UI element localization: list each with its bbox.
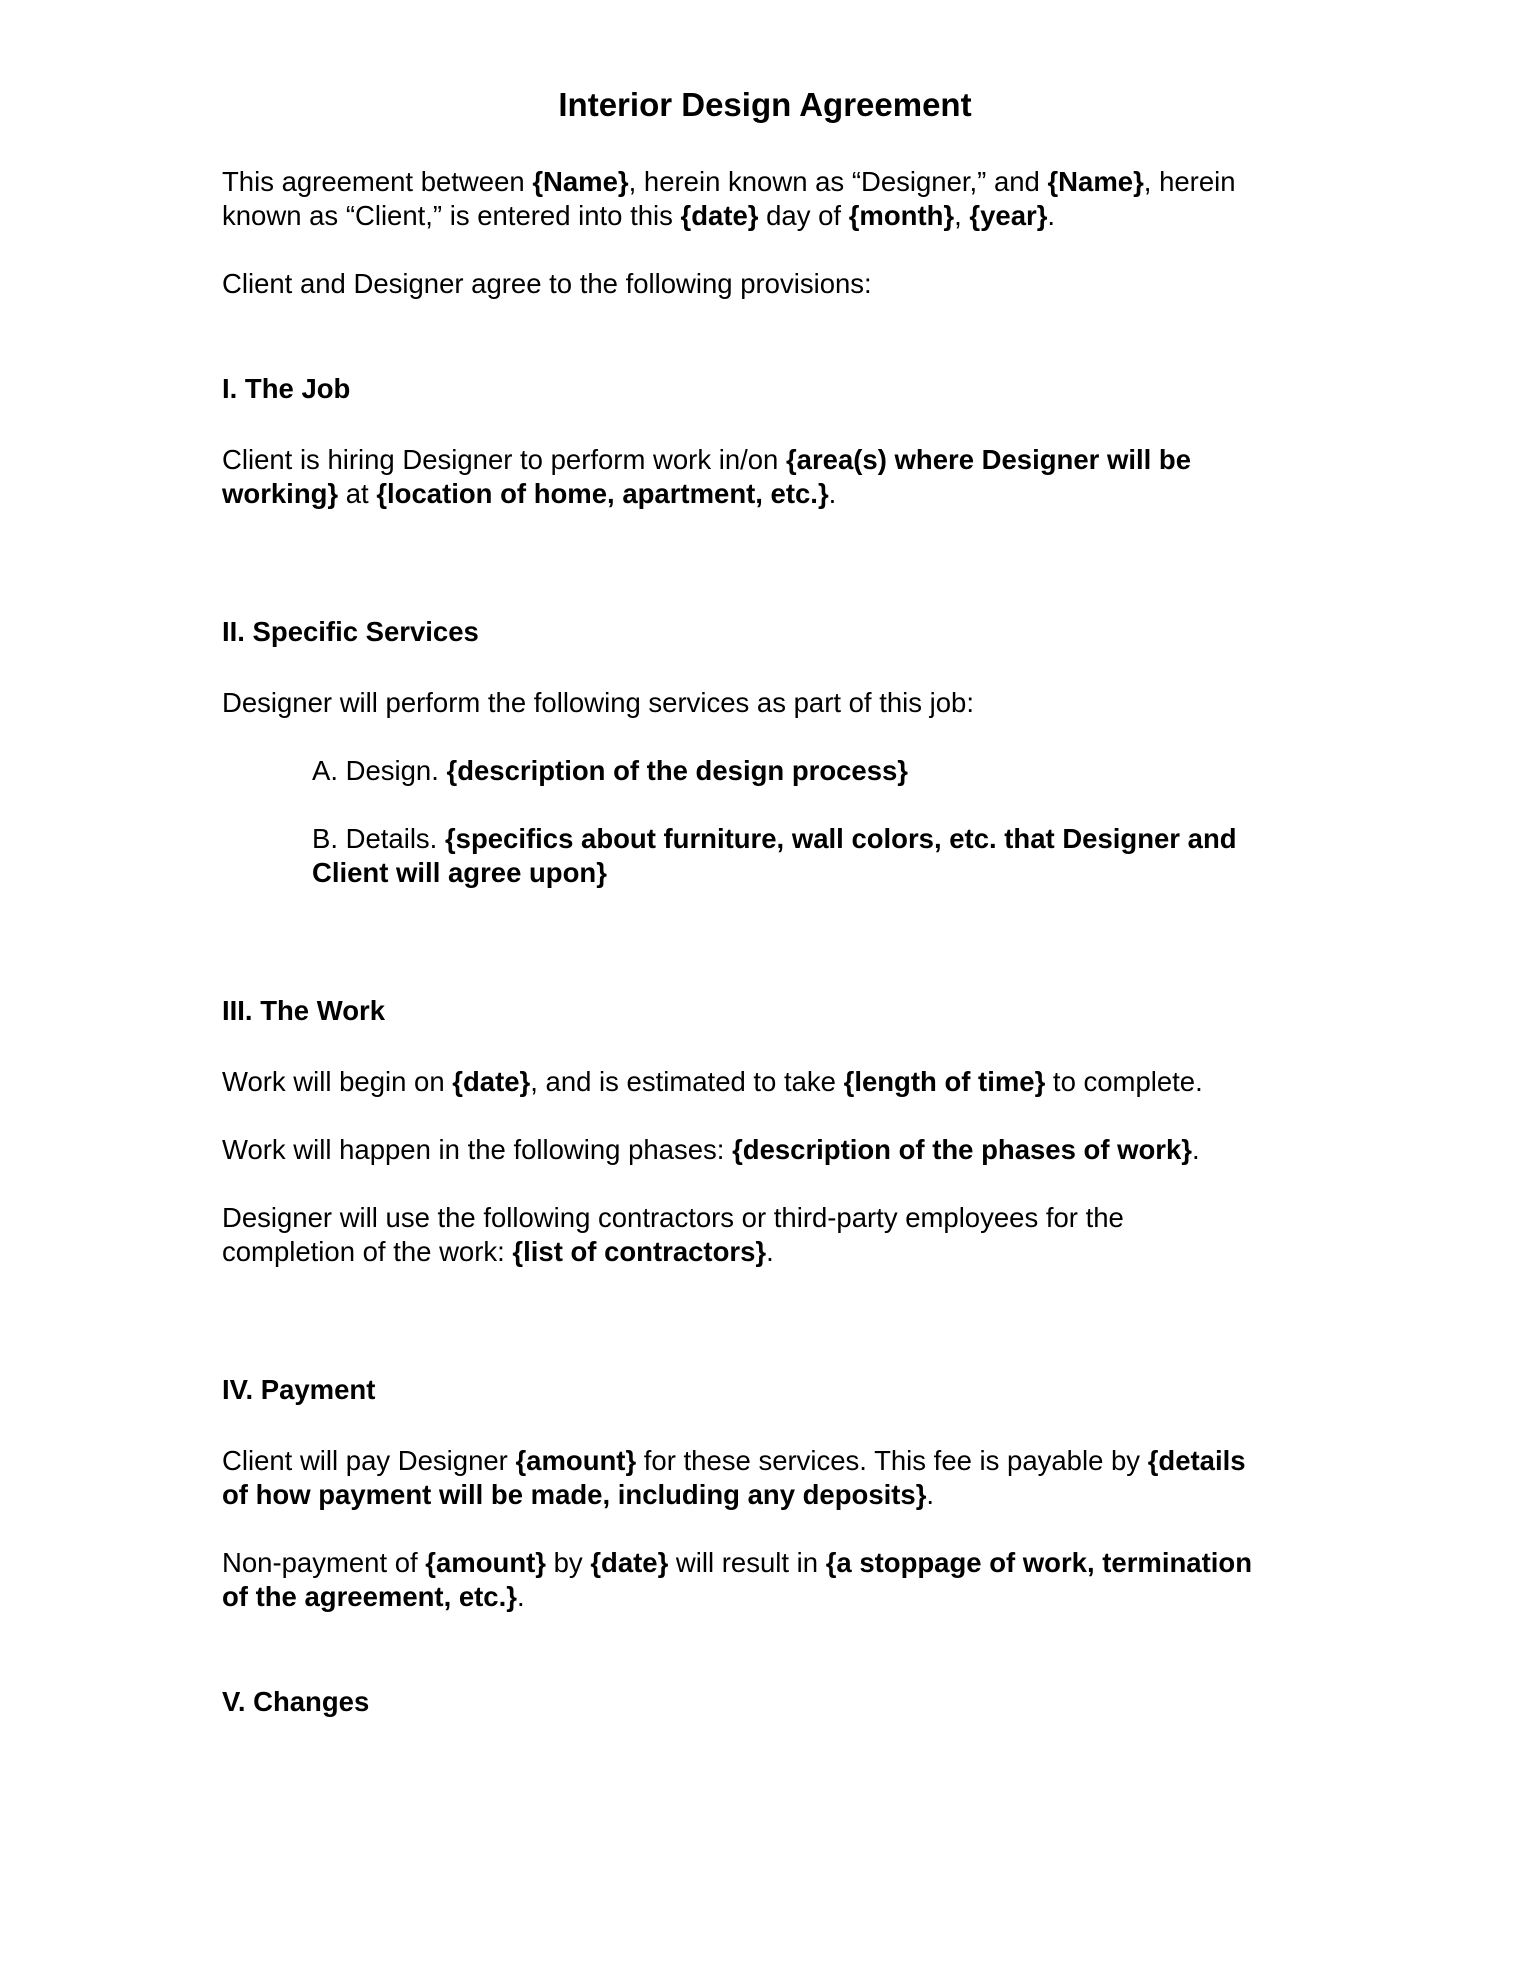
paragraph: Client is hiring Designer to perform work in/on {area(s) where Designer will be working} at {location of home, apartment, etc.}. <box>222 444 1192 509</box>
paragraph: Designer will perform the following services as part of this job: <box>222 687 974 718</box>
paragraph: This agreement between {Name}, herein known as “Designer,” and {Name}, herein known as “Client,” is entered into this {date} day of {month}, {year}. <box>222 166 1236 231</box>
section-heading: I. The Job <box>222 373 351 404</box>
paragraph: Client and Designer agree to the following provisions: <box>222 268 872 299</box>
document-body <box>222 165 1262 1719</box>
section-heading: V. Changes <box>222 1686 370 1717</box>
document-title: Interior Design Agreement <box>558 86 972 123</box>
list-item: B. Details. {specifics about furniture, wall colors, etc. that Designer and Client will agree upon} <box>312 823 1237 888</box>
paragraph: Client will pay Designer {amount} for these services. This fee is payable by {details of how payment will be made, including any deposits}. <box>222 1445 1246 1510</box>
section-heading: III. The Work <box>222 995 385 1026</box>
list-item: A. Design. {description of the design process} <box>312 755 908 786</box>
paragraph: Work will begin on {date}, and is estimated to take {length of time} to complete. <box>222 1066 1203 1097</box>
paragraph: Work will happen in the following phases: {description of the phases of work}. <box>222 1134 1200 1165</box>
section-heading: II. Specific Services <box>222 616 479 647</box>
paragraph: Designer will use the following contractors or third-party employees for the completion of the work: {list of contractors}. <box>222 1202 1124 1267</box>
section-heading: IV. Payment <box>222 1374 376 1405</box>
paragraph: Non-payment of {amount} by {date} will result in {a stoppage of work, termination of the agreement, etc.}. <box>222 1547 1252 1612</box>
